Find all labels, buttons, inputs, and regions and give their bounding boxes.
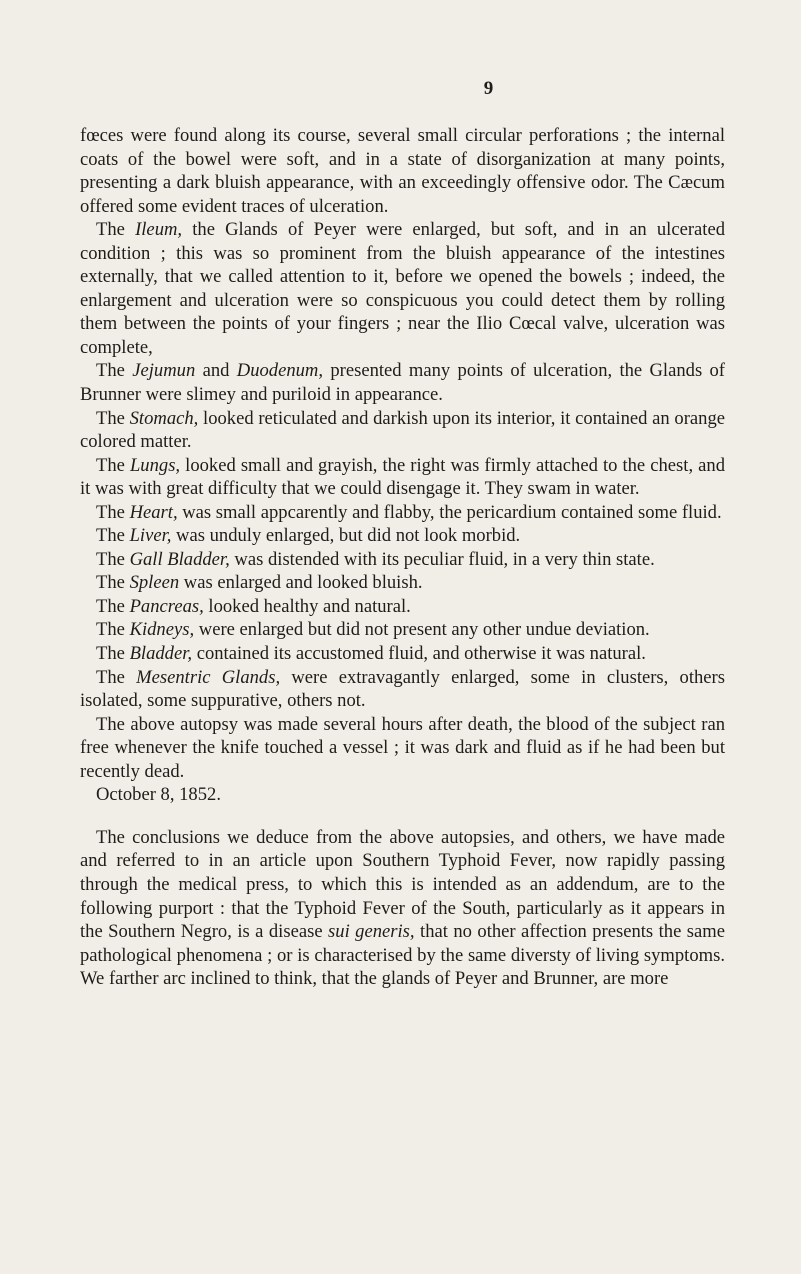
- text-run: The: [96, 595, 130, 617]
- paragraph: [80, 454, 725, 501]
- text-run: contained its accustomed fluid, and otherwise it was natural.: [192, 643, 646, 665]
- text-run: The above autopsy was made several hours after death, the blood of the subject ran free whenever the knife touched a vessel ; it was dark and fluid as if he had been but recently dead.: [80, 713, 725, 782]
- text-run: The: [96, 572, 130, 594]
- text-run: The: [96, 548, 130, 570]
- text-run: was enlarged and looked bluish.: [179, 572, 423, 594]
- italic-term: Mesentric Glands,: [136, 666, 281, 688]
- text-run: The: [96, 619, 130, 641]
- text-run: The: [96, 407, 130, 429]
- text-run: The: [96, 666, 137, 688]
- paragraph: [80, 359, 725, 406]
- paragraph: [80, 666, 725, 713]
- text-run: looked small and grayish, the right was firmly attached to the chest, and it was with great difficulty that we could disengage it. They swam in water.: [80, 454, 725, 500]
- text-run: that no other affection presents the same pathological phenomena ; or is characterised by the same diversty of living symptoms. We farther arc inclined to think, that the glands of Peyer and Brunner, are more: [80, 921, 725, 990]
- italic-term: Heart,: [129, 501, 178, 523]
- text-run: presented many points of ulceration, the Glands of Brunner were slimey and puriloid in appearance.: [80, 360, 726, 406]
- paragraph: [80, 618, 725, 642]
- text-run: The: [96, 643, 130, 665]
- text-run: The: [96, 454, 130, 476]
- text-run: was distended with its peculiar fluid, in a very thin state.: [229, 548, 655, 570]
- italic-term: Lungs,: [129, 454, 181, 476]
- text-run: looked reticulated and darkish upon its interior, it contained an orange colored matter.: [80, 407, 725, 453]
- italic-term: sui generis,: [328, 921, 415, 943]
- text-run: fœces were found along its course, several small circular perforations ; the internal coats of the bowel were soft, and in a state of disorganization at many points, presenting a dark bluish appearance, with an exceedingly offensive odor. The Cæcum offered some evident traces of ulceration.: [80, 125, 725, 217]
- text-run: and: [195, 360, 237, 382]
- text-run: were enlarged but did not present any other undue deviation.: [194, 619, 650, 641]
- paragraph: [80, 218, 725, 359]
- text-run: The: [96, 360, 133, 382]
- italic-term: Gall Bladder,: [129, 548, 230, 570]
- paragraph: [80, 407, 725, 454]
- paragraph: [80, 548, 725, 572]
- paragraph: [80, 524, 725, 548]
- italic-term: Liver,: [129, 525, 172, 547]
- dateline: [80, 783, 725, 807]
- text-run: The: [96, 525, 130, 547]
- text-run: were extravagantly enlarged, some in clusters, others isolated, some suppurative, others not.: [80, 666, 725, 712]
- body-text: [80, 124, 725, 991]
- text-run: The: [96, 501, 130, 523]
- text-run: was unduly enlarged, but did not look morbid.: [171, 525, 521, 547]
- italic-term: Bladder,: [129, 643, 193, 665]
- paragraph: [80, 501, 725, 525]
- text-run: October 8, 1852.: [96, 784, 221, 806]
- italic-term: Pancreas,: [129, 595, 204, 617]
- page-number: 9: [483, 78, 494, 99]
- paragraph: [80, 124, 725, 218]
- paragraph: [80, 595, 725, 619]
- italic-term: Duodenum,: [236, 360, 324, 382]
- paragraph: [80, 642, 725, 666]
- paragraph: [80, 826, 725, 991]
- text-run: The conclusions we deduce from the above autopsies, and others, we have made and referred to in an article upon Southern Typhoid Fever, now rapidly passing through the medical press, to which this is intended as an addendum, are to the following purport : that the Typhoid Fever of the South, particularly as it appears in the Southern Negro, is a disease: [80, 826, 725, 943]
- text-run: the Glands of Peyer were enlarged, but soft, and in an ulcerated condition ; this was so prominent from the bluish appearance of the intestines externally, that we called attention to it, before we opened the bowels ; indeed, the enlargement and ulceration were so conspicuous you could detect them by rolling them between the points of your fingers ; near the Ilio Cœcal valve, ulceration was complete,: [80, 219, 725, 358]
- italic-term: Jejumun: [132, 360, 196, 382]
- text-run: The: [96, 219, 136, 241]
- italic-term: Stomach,: [129, 407, 199, 429]
- paragraph: [80, 713, 725, 784]
- italic-term: Kidneys,: [129, 619, 195, 641]
- italic-term: Ileum,: [135, 219, 183, 241]
- text-run: looked healthy and natural.: [203, 595, 411, 617]
- text-run: was small appcarently and flabby, the pericardium contained some fluid.: [177, 501, 722, 523]
- paragraph: [80, 571, 725, 595]
- italic-term: Spleen: [129, 572, 180, 594]
